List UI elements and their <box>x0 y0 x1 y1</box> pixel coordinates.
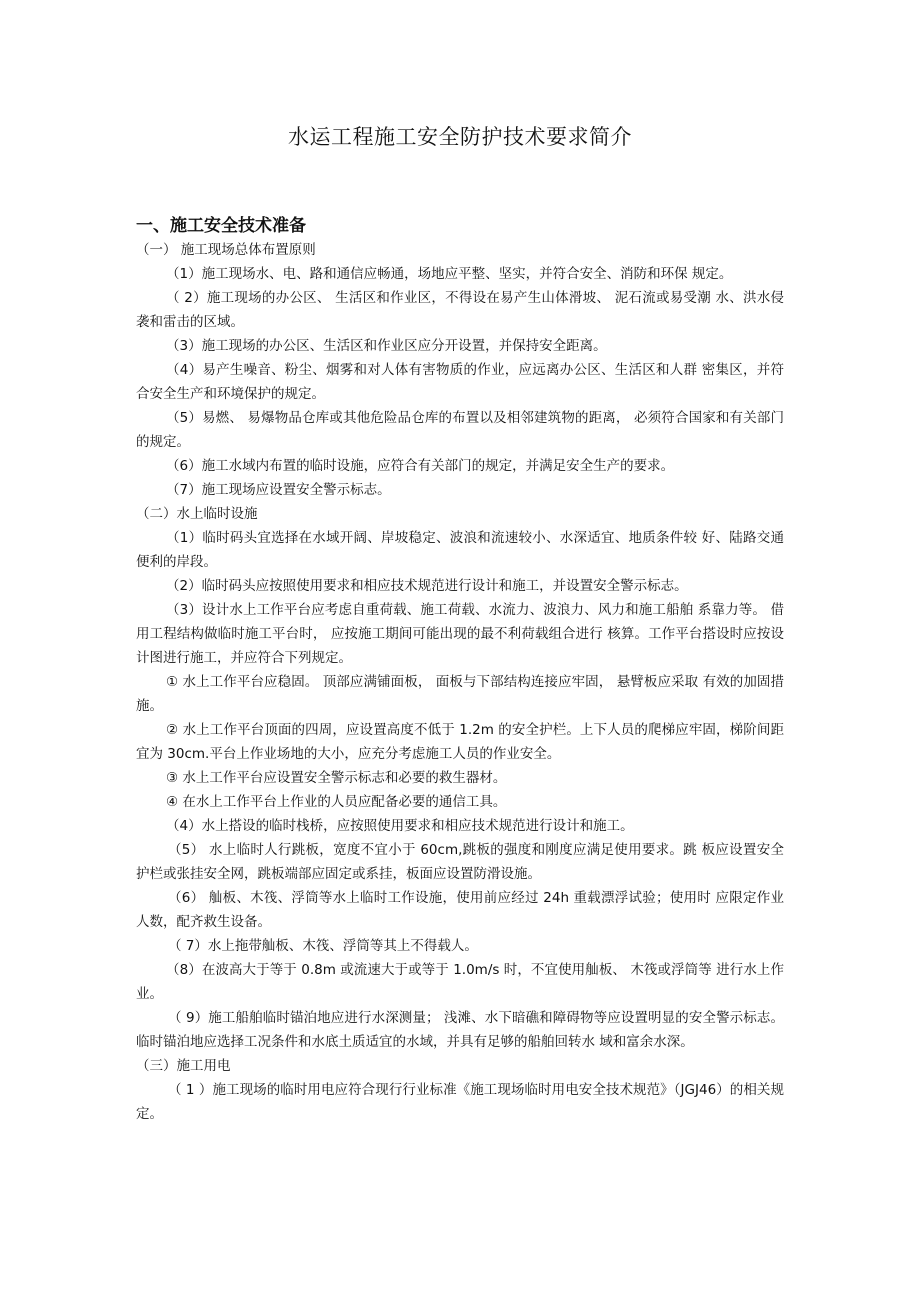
paragraph: ② 水上工作平台顶面的四周，应设置高度不低于 1.2m 的安全护栏。上下人员的爬梯应牢固，梯阶间距宜为 30cm.平台上作业场地的大小，应充分考虑施工人员的作业安全。 <box>136 722 784 762</box>
paragraph: （6） 舢板、木筏、浮筒等水上临时工作设施，使用前应经过 24h 重载漂浮试验；使用时 应限定作业人数，配齐救生设备。 <box>136 890 784 930</box>
paragraph: （5）易燃、 易爆物品仓库或其他危险品仓库的布置以及相邻建筑物的距离， 必须符合国家和有关部门的规定。 <box>136 410 784 450</box>
subsection-heading-2: （二）水上临时设施 <box>136 506 258 522</box>
paragraph: （4）水上搭设的临时栈桥，应按照使用要求和相应技术规范进行设计和施工。 <box>166 818 634 834</box>
paragraph: （4）易产生噪音、粉尘、烟雾和对人体有害物质的作业，应远离办公区、生活区和人群 密集区，并符合安全生产和环境保护的规定。 <box>136 362 784 402</box>
paragraph: （ 2）施工现场的办公区、 生活区和作业区，不得设在易产生山体滑坡、 泥石流或易受潮 水、洪水侵袭和雷击的区域。 <box>136 290 784 330</box>
subsection-heading-1: （一） 施工现场总体布置原则 <box>136 242 316 258</box>
paragraph: （2）临时码头应按照使用要求和相应技术规范进行设计和施工，并设置安全警示标志。 <box>166 578 688 594</box>
paragraph: ① 水上工作平台应稳固。 顶部应满铺面板， 面板与下部结构连接应牢固， 悬臂板应采取 有效的加固措施。 <box>136 674 784 714</box>
paragraph: ④ 在水上工作平台上作业的人员应配备必要的通信工具。 <box>166 794 507 810</box>
paragraph: ③ 水上工作平台应设置安全警示标志和必要的救生器材。 <box>166 770 507 786</box>
paragraph: （ 1 ）施工现场的临时用电应符合现行行业标准《施工现场临时用电安全技术规范》（JGJ46）的相关规定。 <box>136 1082 784 1122</box>
paragraph: （6）施工水域内布置的临时设施，应符合有关部门的规定，并满足安全生产的要求。 <box>166 458 675 474</box>
paragraph: （8）在波高大于等于 0.8m 或流速大于或等于 1.0m/s 时，不宜使用舢板、 木筏或浮筒等 进行水上作业。 <box>136 962 784 1002</box>
paragraph: （ 9）施工船舶临时锚泊地应进行水深测量； 浅滩、水下暗礁和障碍物等应设置明显的安全警示标志。 临时锚泊地应选择工况条件和水底土质适宜的水域，并具有足够的船舶回转水 域和富余水深。 <box>136 1010 784 1050</box>
paragraph: （1）临时码头宜选择在水域开阔、岸坡稳定、波浪和流速较小、水深适宜、地质条件较 好、陆路交通便利的岸段。 <box>136 530 784 570</box>
subsection-heading-3: （三）施工用电 <box>136 1058 231 1074</box>
document-title: 水运工程施工安全防护技术要求简介 <box>288 125 632 149</box>
paragraph: （3）设计水上工作平台应考虑自重荷载、施工荷载、水流力、波浪力、风力和施工船舶 系靠力等。 借用工程结构做临时施工平台时， 应按施工期间可能出现的最不利荷载组合进行 核算。工作平台搭设时应按设计图进行施工，并应符合下列规定。 <box>136 602 784 666</box>
paragraph: （3）施工现场的办公区、生活区和作业区应分开设置，并保持安全距离。 <box>166 338 607 354</box>
paragraph: （ 7）水上拖带舢板、木筏、浮筒等其上不得载人。 <box>168 938 478 954</box>
section-heading-1: 一、施工安全技术准备 <box>136 216 306 236</box>
paragraph: （1）施工现场水、电、路和通信应畅通，场地应平整、坚实，并符合安全、消防和环保 规定。 <box>166 266 733 282</box>
paragraph: （7）施工现场应设置安全警示标志。 <box>166 482 391 498</box>
paragraph: （5） 水上临时人行跳板，宽度不宜小于 60cm,跳板的强度和刚度应满足使用要求。跳 板应设置安全护栏或张挂安全网，跳板端部应固定或系挂，板面应设置防滑设施。 <box>136 842 784 882</box>
document-body <box>136 238 784 1126</box>
